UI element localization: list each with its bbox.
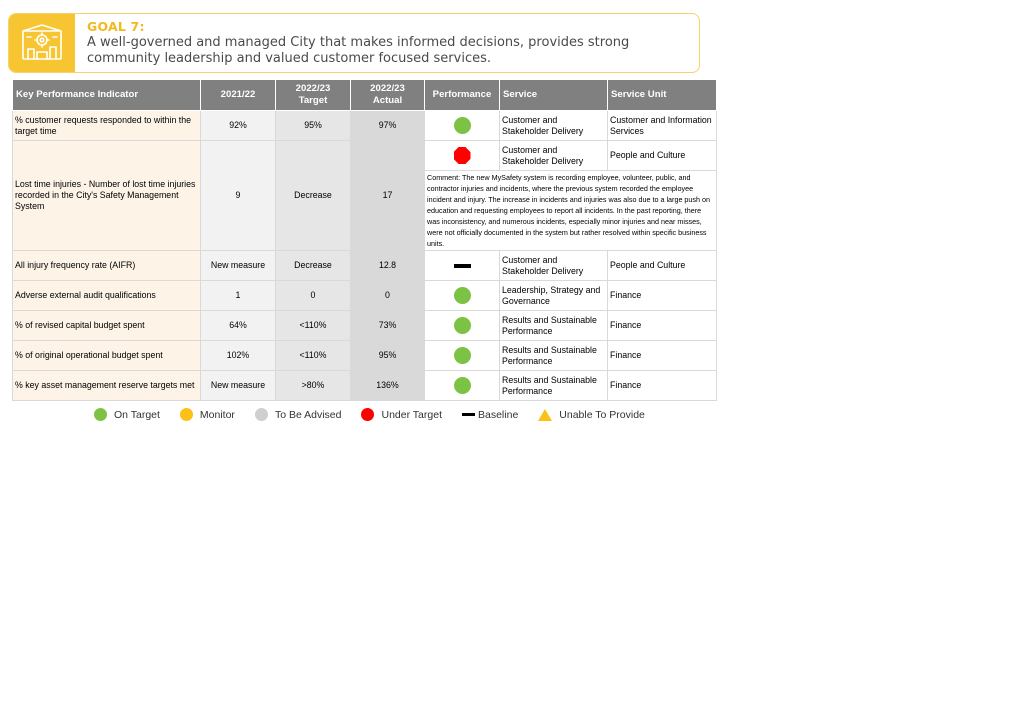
on-target-icon bbox=[454, 347, 471, 364]
prev-value-cell: 92% bbox=[201, 111, 276, 141]
header-prev-year: 2021/22 bbox=[201, 80, 276, 111]
warning-triangle-icon bbox=[538, 409, 552, 421]
service-cell: Customer and Stakeholder Delivery bbox=[500, 141, 608, 171]
actual-value-cell: 136% bbox=[351, 371, 425, 401]
kpi-cell: % of original operational budget spent bbox=[13, 341, 201, 371]
performance-cell bbox=[425, 111, 500, 141]
service-cell: Leadership, Strategy and Governance bbox=[500, 281, 608, 311]
header-actual-year: 2022/23 bbox=[370, 83, 405, 94]
table-row bbox=[13, 281, 717, 311]
grey-circle-icon bbox=[255, 408, 268, 421]
performance-cell bbox=[425, 141, 500, 171]
target-value-cell: 95% bbox=[276, 111, 351, 141]
green-circle-icon bbox=[94, 408, 107, 421]
goal-label: GOAL 7: bbox=[87, 19, 145, 34]
legend-label: To Be Advised bbox=[274, 408, 342, 421]
actual-value-cell: 12.8 bbox=[351, 251, 425, 281]
actual-value-cell: 97% bbox=[351, 111, 425, 141]
kpi-cell: All injury frequency rate (AIFR) bbox=[13, 251, 201, 281]
prev-value-cell: 64% bbox=[201, 311, 276, 341]
prev-value-cell: 102% bbox=[201, 341, 276, 371]
target-value-cell: <110% bbox=[276, 341, 351, 371]
service-cell: Results and Sustainable Performance bbox=[500, 341, 608, 371]
actual-value-cell: 0 bbox=[351, 281, 425, 311]
governance-icon bbox=[9, 14, 75, 72]
kpi-cell: Lost time injuries - Number of lost time injuries recorded in the City's Safety Management System bbox=[13, 141, 201, 251]
header-target-year: 2022/23 bbox=[295, 83, 331, 94]
baseline-icon bbox=[454, 264, 471, 268]
performance-cell bbox=[425, 311, 500, 341]
actual-value-cell: 95% bbox=[351, 341, 425, 371]
legend-label: Unable To Provide bbox=[559, 408, 645, 421]
header-kpi: Key Performance Indicator bbox=[13, 80, 201, 111]
service-unit-cell: Finance bbox=[608, 281, 717, 311]
target-value-cell: Decrease bbox=[276, 141, 351, 251]
kpi-cell: Adverse external audit qualifications bbox=[13, 281, 201, 311]
service-unit-cell: People and Culture bbox=[608, 251, 717, 281]
on-target-icon bbox=[454, 317, 471, 334]
prev-value-cell: New measure bbox=[201, 251, 276, 281]
legend-item-on-target bbox=[94, 408, 160, 421]
legend-item-unable-to-provide bbox=[538, 409, 645, 421]
on-target-icon bbox=[454, 377, 471, 394]
performance-cell bbox=[425, 251, 500, 281]
comment-cell: Comment: The new MySafety system is recording employee, volunteer, public, and contractor injuries and incidents, where the previous system recorded the employee incident and injury. The increase in incidents and injuries was also due to a large push on education and requesting employees to report all incidents. In the past reporting, there was inconsistency, and numerous incidents, especially minor injuries and near misses, were not officially documented in the system but rather resolved within specific business units. bbox=[425, 171, 717, 251]
performance-cell bbox=[425, 341, 500, 371]
prev-value-cell: 9 bbox=[201, 141, 276, 251]
legend-item-under-target bbox=[361, 408, 442, 421]
kpi-cell: % of revised capital budget spent bbox=[13, 311, 201, 341]
service-cell: Customer and Stakeholder Delivery bbox=[500, 251, 608, 281]
header-service: Service bbox=[500, 80, 608, 111]
table-row bbox=[13, 111, 717, 141]
target-value-cell: Decrease bbox=[276, 251, 351, 281]
goal-description: A well-governed and managed City that makes informed decisions, provides strong community leadership and valued customer focused services. bbox=[87, 35, 630, 66]
prev-value-cell: New measure bbox=[201, 371, 276, 401]
status-legend bbox=[94, 408, 645, 421]
header-target-word: Target bbox=[298, 95, 328, 106]
target-value-cell: >80% bbox=[276, 371, 351, 401]
target-value-cell: <110% bbox=[276, 311, 351, 341]
legend-item-baseline bbox=[462, 409, 518, 421]
header-target bbox=[276, 80, 351, 111]
table-row bbox=[13, 311, 717, 341]
prev-value-cell: 1 bbox=[201, 281, 276, 311]
legend-item-monitor bbox=[180, 408, 235, 421]
header-performance: Performance bbox=[425, 80, 500, 111]
target-value-cell: 0 bbox=[276, 281, 351, 311]
actual-value-cell: 17 bbox=[351, 141, 425, 251]
service-unit-cell: Customer and Information Services bbox=[608, 111, 717, 141]
service-cell: Customer and Stakeholder Delivery bbox=[500, 111, 608, 141]
performance-cell bbox=[425, 371, 500, 401]
table-header-row bbox=[13, 80, 717, 111]
on-target-icon bbox=[454, 287, 471, 304]
actual-value-cell: 73% bbox=[351, 311, 425, 341]
goal-banner bbox=[8, 13, 700, 73]
table-row bbox=[13, 341, 717, 371]
on-target-icon bbox=[454, 117, 471, 134]
service-unit-cell: People and Culture bbox=[608, 141, 717, 171]
red-circle-icon bbox=[361, 408, 374, 421]
performance-cell bbox=[425, 281, 500, 311]
under-target-icon bbox=[454, 147, 471, 164]
table-row bbox=[13, 251, 717, 281]
baseline-bar-icon bbox=[462, 413, 475, 416]
service-unit-cell: Finance bbox=[608, 341, 717, 371]
kpi-table bbox=[12, 79, 717, 401]
kpi-cell: % customer requests responded to within the target time bbox=[13, 111, 201, 141]
amber-circle-icon bbox=[180, 408, 193, 421]
header-service-unit: Service Unit bbox=[608, 80, 717, 111]
service-cell: Results and Sustainable Performance bbox=[500, 371, 608, 401]
header-actual bbox=[351, 80, 425, 111]
service-unit-cell: Finance bbox=[608, 311, 717, 341]
legend-label: Monitor bbox=[199, 408, 235, 421]
legend-item-to-be-advised bbox=[255, 408, 342, 421]
service-cell: Results and Sustainable Performance bbox=[500, 311, 608, 341]
legend-label: On Target bbox=[114, 408, 160, 421]
legend-label: Under Target bbox=[381, 408, 442, 421]
table-row bbox=[13, 141, 717, 171]
table-row bbox=[13, 371, 717, 401]
header-actual-word: Actual bbox=[372, 95, 403, 106]
legend-label: Baseline bbox=[478, 408, 519, 421]
kpi-cell: % key asset management reserve targets met bbox=[13, 371, 201, 401]
service-unit-cell: Finance bbox=[608, 371, 717, 401]
